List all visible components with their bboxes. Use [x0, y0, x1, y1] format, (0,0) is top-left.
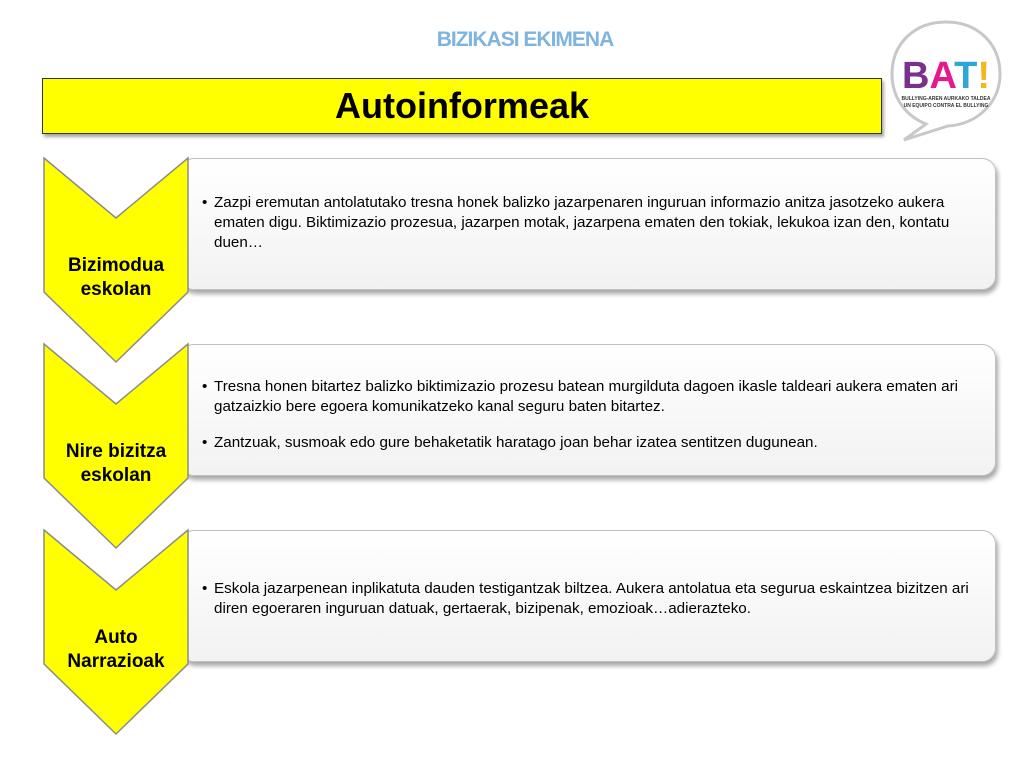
- svg-text:BAT!: BAT!: [902, 55, 990, 97]
- section-3-bullet-1: • Eskola jazarpenean inplikatuta dauden testigantzak biltzea. Aukera antolatua eta segurua eskaintzea bizitzen ari diren egoeraren inguruan datuak, gertaerak, bizipenak, emozioak…adierazteko.: [197, 579, 969, 619]
- program-label: BIZIKASI EKIMENA: [436, 28, 614, 51]
- section-2-bullet-2: • Zantzuak, susmoak edo gure behaketatik haratago joan behar izatea sentitzen dugunean.: [197, 433, 969, 453]
- logo-tagline-1: BULLYING-AREN AURKAKO TALDEA: [901, 96, 991, 102]
- section-3-label: Auto Narrazioak: [67, 627, 165, 672]
- logo-tagline-2: UN EQUIPO CONTRA EL BULLYING: [903, 103, 989, 109]
- page-title: Autoinformeak: [334, 85, 590, 126]
- section-2-bullet-1: • Tresna honen bitartez balizko biktimizazio prozesu batean murgilduta dagoen ikasle taldeari aukera ematen ari gatzaizkio bere egoera komunikatzeko kanal seguru baten bitartez.: [197, 377, 969, 417]
- section-2-label: Nire bizitza eskolan: [65, 441, 167, 486]
- section-1-bullet-1: • Zazpi eremutan antolatutako tresna honek balizko jazarpenaren inguruan informazio anitza jasotzeko aukera ematen digu. Biktimizazio prozesua, jazarpen motak, jazarpena ematen den tokiak, lekukoa izan den, kontatu duen…: [197, 193, 969, 253]
- section-1-label: Bizimodua eskolan: [67, 255, 165, 300]
